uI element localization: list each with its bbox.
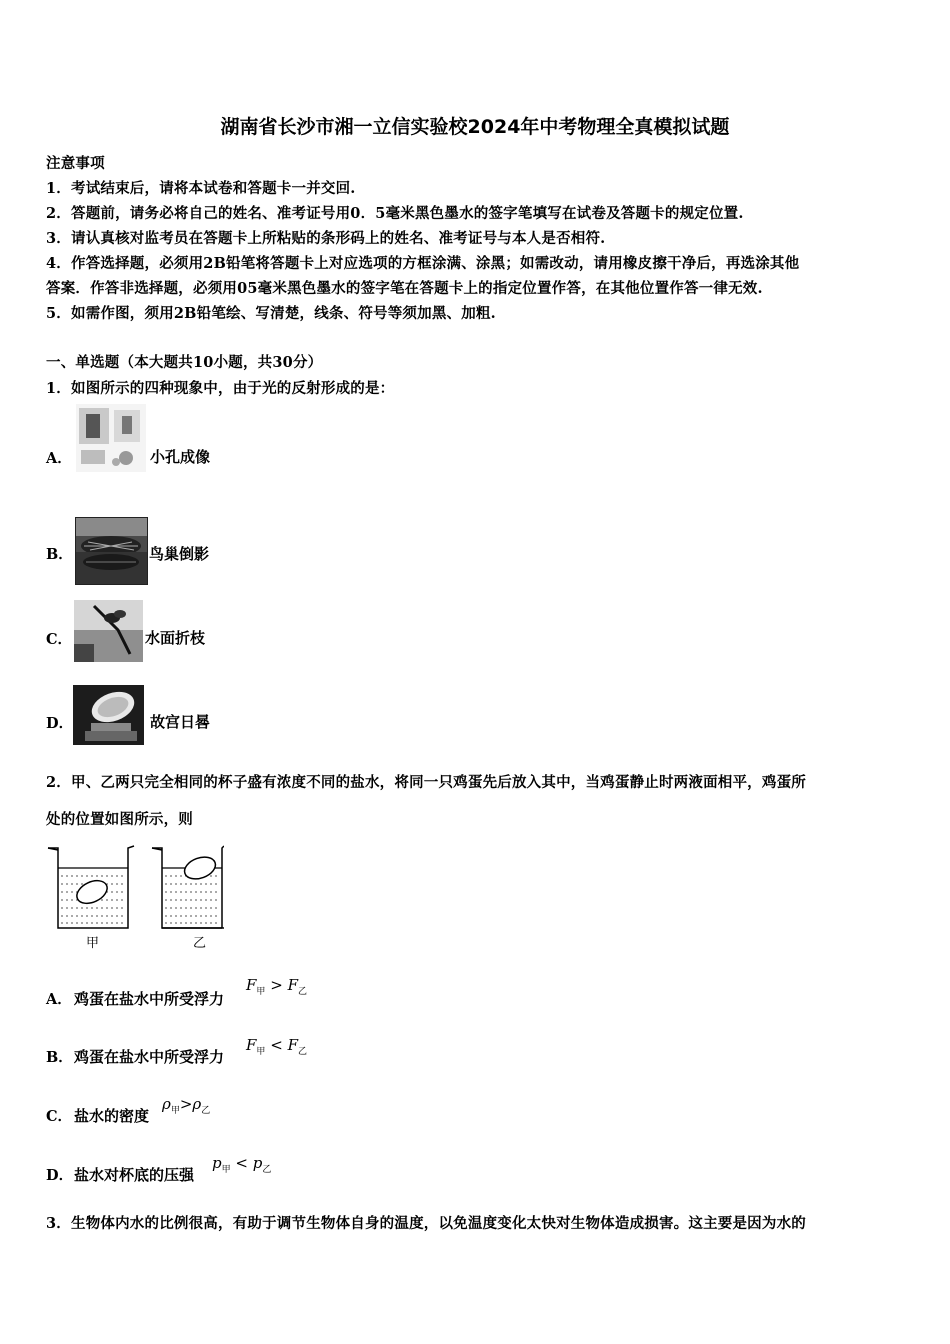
formula: $p_甲 < p_乙$ [212,1154,272,1175]
notice-heading: 注意事项 [46,155,105,172]
option-text: 故宫日晷 [150,713,211,731]
question-3-stem: 3．生物体内水的比例很高，有助于调节生物体自身的温度，以免温度变化太快对生物体造成损害。这主要是因为水的 [46,1215,806,1232]
option-text: 鸟巢倒影 [149,545,210,563]
option-letter: C． [46,631,73,648]
option-letter: B． [46,546,73,563]
beaker-label: 甲 [86,936,100,951]
option-letter: C． [46,1108,73,1125]
option-text: 盐水对杯底的压强 [74,1166,195,1184]
option-text: 鸡蛋在盐水中所受浮力 [74,1048,225,1066]
question-2-stem: 处的位置如图所示，则 [46,811,193,828]
notice-item: 4．作答选择题，必须用2B铅笔将答题卡上对应选项的方框涂满、涂黑；如需改动，请用橡皮擦干净后，再选涂其他 [46,255,800,272]
option-letter: D． [46,715,74,732]
option-text: 鸡蛋在盐水中所受浮力 [74,990,225,1008]
page-title: 湖南省长沙市湘一立信实验校2024年中考物理全真模拟试题 [220,116,730,138]
formula: $F_甲 > F_乙$ [246,976,308,997]
option-letter: A． [46,450,72,467]
birds-nest-image [75,517,148,585]
option-letter: D． [46,1167,74,1184]
question-2-stem: 2．甲、乙两只完全相同的杯子盛有浓度不同的盐水，将同一只鸡蛋先后放入其中，当鸡蛋静止时两液面相平，鸡蛋所 [46,774,806,791]
option-letter: B． [46,1049,73,1066]
notice-item: 3．请认真核对监考员在答题卡上所粘贴的条形码上的姓名、准考证号与本人是否相符. [46,230,606,247]
pinhole-image [76,404,146,472]
option-letter: A． [46,991,72,1008]
option-text: 小孔成像 [150,448,211,466]
bent-branch-image [74,600,143,662]
notice-item: 答案．作答非选择题，必须用05毫米黑色墨水的签字笔在答题卡上的指定位置作答，在其他位置作答一律无效. [46,280,763,297]
option-text: 水面折枝 [145,629,206,647]
notice-item: 5．如需作图，须用2B铅笔绘、写清楚，线条、符号等须加黑、加粗. [46,305,496,322]
section-heading: 一、单选题（本大题共10小题，共30分） [46,354,323,371]
question-1-stem: 1．如图所示的四种现象中，由于光的反射形成的是： [46,380,395,397]
option-text: 盐水的密度 [74,1107,150,1125]
notice-item: 2．答题前，请务必将自己的姓名、准考证号用0．5毫米黑色墨水的签字笔填写在试卷及答题卡的规定位置. [46,205,744,222]
formula: $\rho_甲>\rho_乙$ [162,1095,211,1116]
notice-item: 1．考试结束后，请将本试卷和答题卡一并交回. [46,180,356,197]
sundial-image [73,685,144,745]
formula: $F_甲 < F_乙$ [246,1036,308,1057]
beaker-label: 乙 [193,936,207,951]
